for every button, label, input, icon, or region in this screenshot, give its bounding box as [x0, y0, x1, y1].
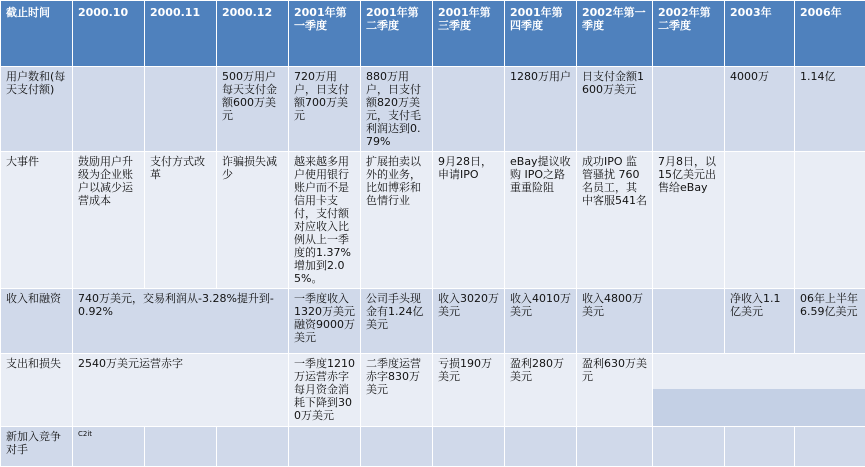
table-cell: 诈骗损失减少 — [217, 152, 289, 289]
row-label-income: 收入和融资 — [1, 289, 73, 354]
header-cell-2000-10: 2000.10 — [73, 1, 145, 67]
table-cell — [577, 427, 653, 467]
cell-segment — [653, 389, 865, 426]
table-cell: 740万美元，交易利润从-3.28%提升到-0.92% — [73, 289, 289, 354]
table-cell: 收入4800万美元 — [577, 289, 653, 354]
header-cell-2002-q2: 2002年第二季度 — [653, 1, 725, 67]
table-cell: 500万用户每天支付金额600万美元 — [217, 67, 289, 152]
table-cell: 收入4010万美元 — [505, 289, 577, 354]
row-label-competitors: 新加入竞争对手 — [1, 427, 73, 467]
table-cell: eBay提议收购 IPO之路重重险阻 — [505, 152, 577, 289]
table-cell: 7月8日，以15亿美元出售给eBay — [653, 152, 725, 289]
table-cell — [653, 289, 725, 354]
table-cell — [505, 427, 577, 467]
table-cell — [145, 67, 217, 152]
table-cell: 一季度收入1320万美元 融资9000万美元 — [289, 289, 361, 354]
table-cell — [289, 427, 361, 467]
table-cell: 06年上半年6.59亿美元 — [795, 289, 865, 354]
table-cell: 日支付金额1600万美元 — [577, 67, 653, 152]
table-cell — [433, 427, 505, 467]
table-row-events — [1, 152, 865, 289]
table-cell: 净收入1.1亿美元 — [725, 289, 795, 354]
table-cell: 2540万美元运营赤字 — [73, 354, 289, 427]
table-cell — [653, 67, 725, 152]
table-cell: 公司手头现金有1.24亿美元 — [361, 289, 433, 354]
header-cell-2001-q3: 2001年第三季度 — [433, 1, 505, 67]
table-cell: 鼓励用户升级为企业账户以减少运营成本 — [73, 152, 145, 289]
table-cell: 二季度运营赤字830万美元 — [361, 354, 433, 427]
table-cell — [217, 427, 289, 467]
header-cell-2000-12: 2000.12 — [217, 1, 289, 67]
header-cell-2001-q1: 2001年第一季度 — [289, 1, 361, 67]
table-cell: 越来越多用户使用银行账户而不是信用卡支付，支付额对应收入比例从上一季度的1.37%增加到2.05%。 — [289, 152, 361, 289]
table-cell: 4000万 — [725, 67, 795, 152]
table-cell: C2it — [73, 427, 145, 467]
table-cell: 成功IPO 监管骚扰 760名员工，其中客服541名 — [577, 152, 653, 289]
header-cell-time: 截止时间 — [1, 1, 73, 67]
table-cell — [725, 427, 795, 467]
header-cell-2001-q2: 2001年第二季度 — [361, 1, 433, 67]
header-row — [1, 1, 865, 67]
table-cell: 720万用户，日支付额700万美元 — [289, 67, 361, 152]
table-cell — [795, 427, 865, 467]
table-cell-merged-blank — [653, 354, 865, 427]
cell-segment — [653, 354, 865, 389]
table-cell — [433, 67, 505, 152]
table-cell — [725, 152, 795, 289]
table-row-income — [1, 289, 865, 354]
table-row-competitors — [1, 427, 865, 467]
header-cell-2001-q4: 2001年第四季度 — [505, 1, 577, 67]
table-cell — [653, 427, 725, 467]
row-label-expense: 支出和损失 — [1, 354, 73, 427]
table-cell — [73, 67, 145, 152]
table-row-expense — [1, 354, 865, 427]
table-cell: 9月28日，申请IPO — [433, 152, 505, 289]
table-cell: 一季度1210万运营赤字 每月资金消耗下降到300万美元 — [289, 354, 361, 427]
header-cell-2002-q1: 2002年第一季度 — [577, 1, 653, 67]
table-cell: 880万用户，日支付额820万美元，支付毛利润达到0.79% — [361, 67, 433, 152]
table-cell: 扩展拍卖以外的业务，比如博彩和色情行业 — [361, 152, 433, 289]
table-cell: 支付方式改革 — [145, 152, 217, 289]
table-cell: 盈利630万美元 — [577, 354, 653, 427]
table-row-users — [1, 67, 865, 152]
header-cell-2000-11: 2000.11 — [145, 1, 217, 67]
row-label-users: 用户数和(每天支付额) — [1, 67, 73, 152]
table-cell — [361, 427, 433, 467]
table-cell: 1280万用户 — [505, 67, 577, 152]
row-label-events: 大事件 — [1, 152, 73, 289]
header-cell-2006: 2006年 — [795, 1, 865, 67]
table-cell: 盈利280万美元 — [505, 354, 577, 427]
table-cell: 收入3020万美元 — [433, 289, 505, 354]
header-cell-2003: 2003年 — [725, 1, 795, 67]
table-cell: 亏损190万美元 — [433, 354, 505, 427]
table-cell — [795, 152, 865, 289]
table-cell: 1.14亿 — [795, 67, 865, 152]
table-cell — [145, 427, 217, 467]
